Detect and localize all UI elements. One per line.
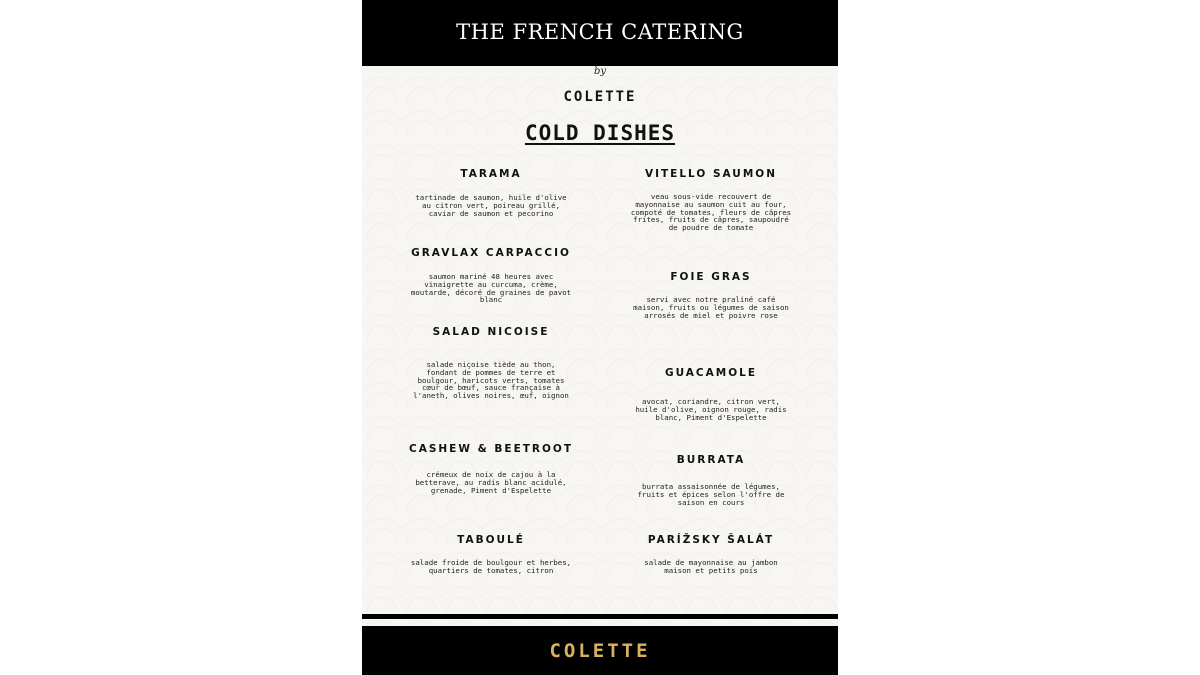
dish-name: VITELLO SAUMON (644, 168, 777, 180)
dish-cashew-beetroot (409, 443, 573, 494)
dish-description: salade niçoise tiède au thon, fondant de pommes de terre et boulgour, haricots verts, tomates cœur de bœuf, sauce française à l'aneth, olives noires, œuf, oignon (413, 360, 569, 401)
section-title-text: COLD DISHES (524, 121, 676, 145)
dish-burrata (629, 454, 793, 506)
dish-description: burrata assaisonnée de légumes, fruits et épices selon l'offre de saison en cours (637, 482, 785, 507)
footer-brand: COLETTE (549, 639, 651, 662)
section-title (362, 121, 838, 145)
dish-tarama (409, 168, 573, 217)
dish-salad-nicoise (409, 326, 573, 400)
dish-name: PARÍŽSKY ŠALÁT (647, 534, 775, 546)
dish-vitello-saumon (629, 168, 793, 232)
dish-name: FOIE GRAS (670, 271, 752, 283)
dish-description: veau sous-vide recouvert de mayonnaise au saumon cuit au four, compoté de tomates, fleurs de câpres frites, fruits de câpres, saupoudré de poudre de tomate (630, 192, 792, 233)
dish-description: crémeux de noix de cajou à la betterave, au radis blanc acidulé, grenade, Piment d'Espelette (415, 470, 567, 495)
by-label: by (593, 66, 607, 77)
menu-page (362, 0, 838, 675)
dish-name: GRAVLAX CARPACCIO (411, 247, 571, 259)
dish-description: salade de mayonnaise au jambon maison et petits pois (644, 558, 778, 575)
dish-description: saumon mariné 48 heures avec vinaigrette au curcuma, crème, moutarde, décoré de graines de pavot blanc (410, 272, 572, 305)
dish-guacamole (629, 367, 793, 421)
header-banner (362, 0, 838, 66)
dish-name: SALAD NICOISE (432, 326, 550, 338)
dish-name: GUACAMOLE (664, 367, 758, 379)
page-title: THE FRENCH CATERING (456, 20, 744, 44)
dish-name: TARAMA (460, 168, 522, 180)
dish-name: TABOULÉ (457, 534, 525, 546)
dish-description: salade froide de boulgour et herbes, quartiers de tomates, citron (410, 558, 572, 575)
dish-name: CASHEW & BEETROOT (409, 443, 574, 455)
footer-banner (362, 626, 838, 675)
dish-description: tartinade de saumon, huile d'olive au citron vert, poireau grillé, caviar de saumon et pecorino (415, 193, 567, 218)
dish-parizsky-salat (629, 534, 793, 575)
dish-description: servi avec notre praliné café maison, fruits ou légumes de saison arrosés de miel et poivre rose (633, 295, 789, 320)
brand-name: COLETTE (563, 89, 637, 105)
dish-name: BURRATA (676, 454, 746, 466)
dish-foie-gras (629, 271, 793, 319)
dish-gravlax-carpaccio (409, 247, 573, 304)
divider (362, 614, 838, 619)
dish-taboule (409, 534, 573, 575)
dish-description: avocat, coriandre, citron vert, huile d'olive, oignon rouge, radis blanc, Piment d'Espelette (635, 397, 787, 422)
